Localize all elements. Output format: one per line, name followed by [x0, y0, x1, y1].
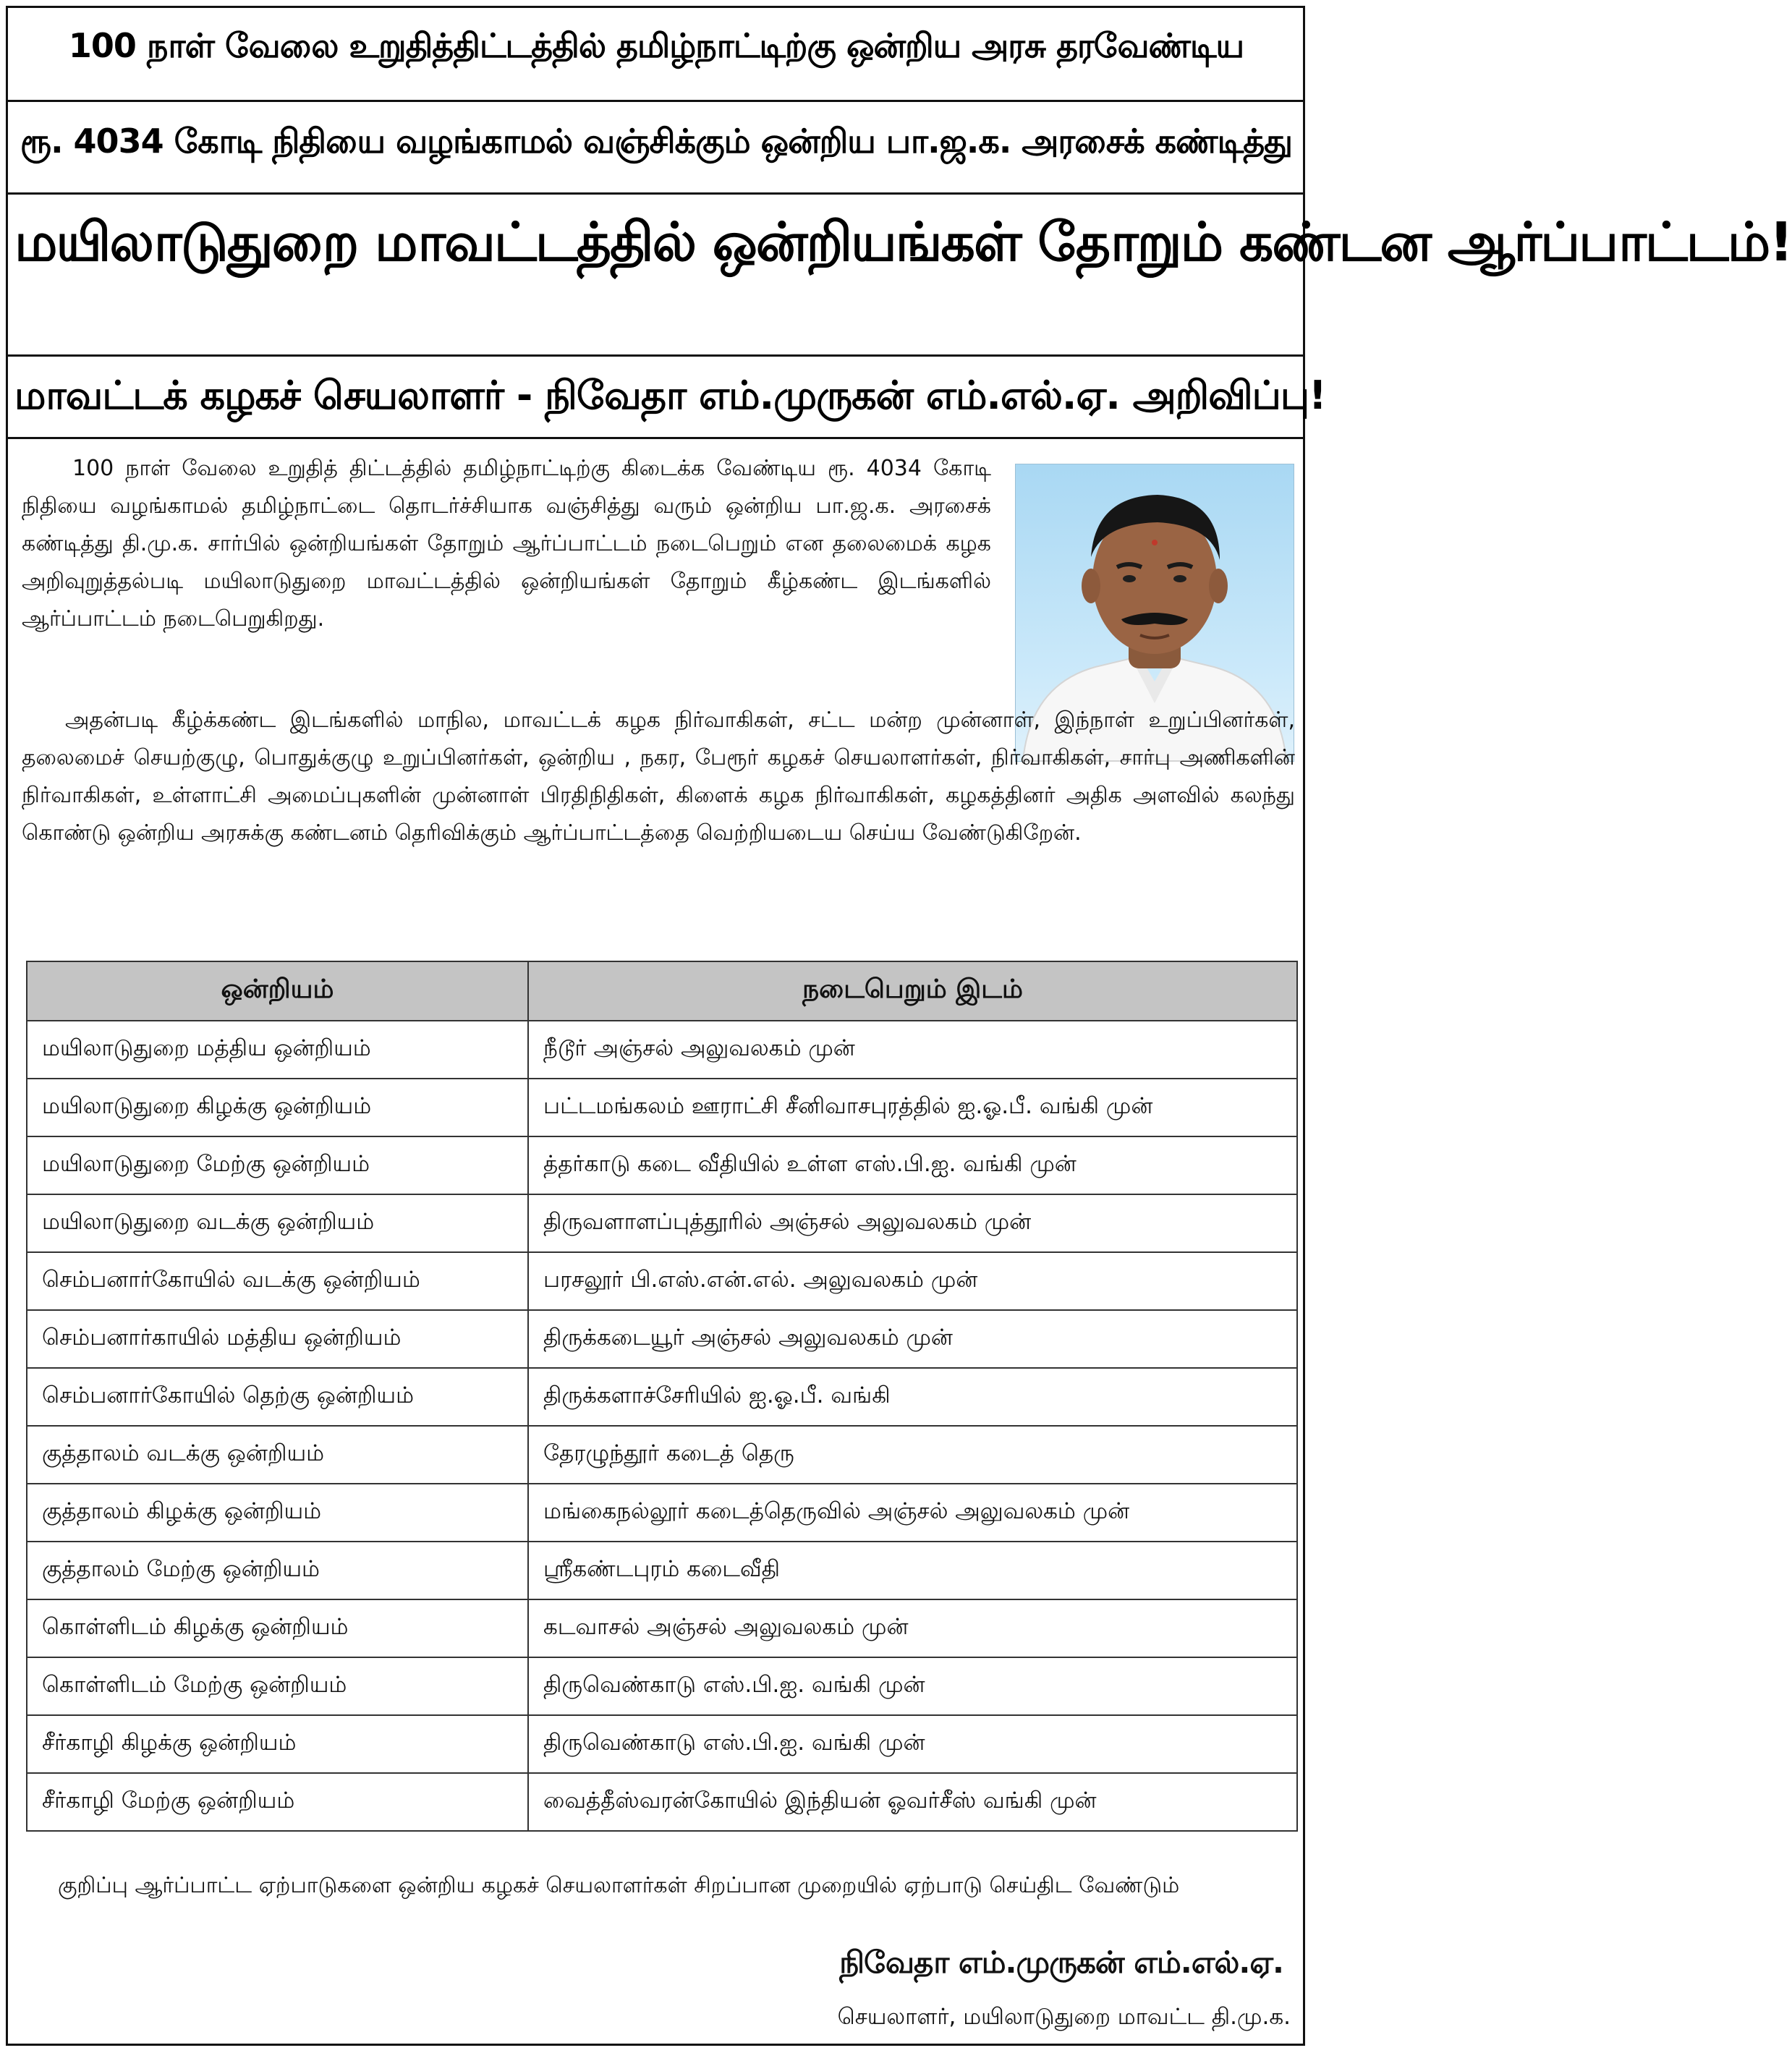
venue-cell: திருவளாளப்புத்தூரில் அஞ்சல் அலுவலகம் முன் — [528, 1194, 1297, 1252]
table-row — [27, 1136, 1297, 1194]
table-row — [27, 1657, 1297, 1715]
union-cell: செம்பனார்காயில் மத்திய ஒன்றியம் — [27, 1310, 528, 1368]
table-row — [27, 1715, 1297, 1773]
union-cell: கொள்ளிடம் மேற்கு ஒன்றியம் — [27, 1657, 528, 1715]
union-cell: குத்தாலம் மேற்கு ஒன்றியம் — [27, 1542, 528, 1599]
column-header-venue: நடைபெறும் இடம் — [528, 961, 1297, 1021]
headline-line-1: 100 நாள் வேலை உறுதித்திட்டத்தில் தமிழ்நாட்டிற்கு ஒன்றிய அரசு தரவேண்டிய — [68, 26, 1244, 65]
table-header-row — [27, 961, 1297, 1021]
venue-cell: திருவெண்காடு எஸ்.பி.ஐ. வங்கி முன் — [528, 1657, 1297, 1715]
union-cell: சீர்காழி மேற்கு ஒன்றியம் — [27, 1773, 528, 1831]
venue-cell: திருக்களாச்சேரியில் ஐ.ஓ.பீ. வங்கி — [528, 1368, 1297, 1426]
union-cell: குத்தாலம் கிழக்கு ஒன்றியம் — [27, 1484, 528, 1542]
intro-paragraph: 100 நாள் வேலை உறுதித் திட்டத்தில் தமிழ்நாட்டிற்கு கிடைக்க வேண்டிய ரூ. 4034 கோடி நிதியை வழங்காமல் தமிழ்நாட்டை தொடர்ச்சியாக வஞ்சித்து வரும் ஒன்றிய பா.ஜ.க. அரசைக் கண்டித்து தி.மு.க. சார்பில் ஒன்றியங்கள் தோறும் ஆர்ப்பாட்டம் நடைபெறும் என தலைமைக் கழக அறிவுறுத்தல்படி மயிலாடுதுறை மாவட்டத்தில் ஒன்றியங்கள் தோறும் கீழ்கண்ட இடங்களில் ஆர்ப்பாட்டம் நடைபெறுகிறது. — [22, 456, 991, 632]
table-row — [27, 1599, 1297, 1657]
union-cell: குத்தாலம் வடக்கு ஒன்றியம் — [27, 1426, 528, 1484]
divider — [6, 437, 1305, 439]
venue-cell: த்தர்காடு கடை வீதியில் உள்ள எஸ்.பி.ஐ. வங்கி முன் — [528, 1136, 1297, 1194]
table-row — [27, 1773, 1297, 1831]
divider — [6, 192, 1305, 195]
venue-cell: பரசலூர் பி.எஸ்.என்.எல். அலுவலகம் முன் — [528, 1252, 1297, 1310]
table-row — [27, 1079, 1297, 1136]
venue-cell: ஸ்ரீகண்டபுரம் கடைவீதி — [528, 1542, 1297, 1599]
union-cell: மயிலாடுதுறை வடக்கு ஒன்றியம் — [27, 1194, 528, 1252]
details-paragraph: அதன்படி கீழ்க்கண்ட இடங்களில் மாநில, மாவட்டக் கழக நிர்வாகிகள், சட்ட மன்ற முன்னாள், இந்நாள் உறுப்பினர்கள், தலைமைச் செயற்குழு, பொதுக்குழு உறுப்பினர்கள், ஒன்றிய , நகர, பேரூர் கழகச் செயலாளர்கள், நிர்வாகிகள், சார்பு அணிகளின் நிர்வாகிகள், உள்ளாட்சி அமைப்புகளின் முன்னாள் பிரதிநிதிகள், கிளைக் கழக நிர்வாகிகள், கழகத்தினர் அதிக அளவில் கலந்து கொண்டு ஒன்றிய அரசுக்கு கண்டனம் தெரிவிக்கும் ஆர்ப்பாட்டத்தை வெற்றியடைய செய்ய வேண்டுகிறேன். — [22, 707, 1295, 846]
table-row — [27, 1310, 1297, 1368]
headline-line-2: ரூ. 4034 கோடி நிதியை வழங்காமல் வஞ்சிக்கும் ஒன்றிய பா.ஜ.க. அரசைக் கண்டித்து — [20, 122, 1293, 161]
main-headline: மயிலாடுதுறை மாவட்டத்தில் ஒன்றியங்கள் தோறும் கண்டன ஆர்ப்பாட்டம்! — [14, 211, 1792, 273]
union-cell: சீர்காழி கிழக்கு ஒன்றியம் — [27, 1715, 528, 1773]
table-row — [27, 1252, 1297, 1310]
union-cell: மயிலாடுதுறை மேற்கு ஒன்றியம் — [27, 1136, 528, 1194]
column-header-union: ஒன்றியம் — [27, 961, 528, 1021]
venue-cell: வைத்தீஸ்வரன்கோயில் இந்தியன் ஓவர்சீஸ் வங்கி முன் — [528, 1773, 1297, 1831]
table-row — [27, 1484, 1297, 1542]
union-cell: கொள்ளிடம் கிழக்கு ஒன்றியம் — [27, 1599, 528, 1657]
table-row — [27, 1542, 1297, 1599]
signature-title: செயலாளர், மயிலாடுதுறை மாவட்ட தி.மு.க. — [837, 2004, 1291, 2030]
union-cell: செம்பனார்கோயில் தெற்கு ஒன்றியம் — [27, 1368, 528, 1426]
protest-locations-table — [26, 961, 1298, 1832]
signature-name: நிவேதா எம்.முருகன் எம்.எல்.ஏ. — [839, 1944, 1283, 1980]
union-cell: செம்பனார்கோயில் வடக்கு ஒன்றியம் — [27, 1252, 528, 1310]
venue-cell: மங்கைநல்லூர் கடைத்தெருவில் அஞ்சல் அலுவலகம் முன் — [528, 1484, 1297, 1542]
venue-cell: திருவெண்காடு எஸ்.பி.ஐ. வங்கி முன் — [528, 1715, 1297, 1773]
venue-cell: தேரழுந்தூர் கடைத் தெரு — [528, 1426, 1297, 1484]
note-paragraph: குறிப்பு ஆர்ப்பாட்ட ஏற்பாடுகளை ஒன்றிய கழகச் செயலாளர்கள் சிறப்பான முறையில் ஏற்பாடு செய்திட வேண்டும் — [58, 1873, 1180, 1898]
union-cell: மயிலாடுதுறை கிழக்கு ஒன்றியம் — [27, 1079, 528, 1136]
table-row — [27, 1021, 1297, 1079]
table-row — [27, 1194, 1297, 1252]
divider — [6, 100, 1305, 102]
venue-cell: நீடூர் அஞ்சல் அலுவலகம் முன் — [528, 1021, 1297, 1079]
table-row — [27, 1426, 1297, 1484]
announcement-line: மாவட்டக் கழகச் செயலாளர் - நிவேதா எம்.முருகன் எம்.எல்.ஏ. அறிவிப்பு! — [14, 373, 1326, 418]
venue-cell: திருக்கடையூர் அஞ்சல் அலுவலகம் முன் — [528, 1310, 1297, 1368]
divider — [6, 354, 1305, 357]
union-cell: மயிலாடுதுறை மத்திய ஒன்றியம் — [27, 1021, 528, 1079]
venue-cell: பட்டமங்கலம் ஊராட்சி சீனிவாசபுரத்தில் ஐ.ஓ.பீ. வங்கி முன் — [528, 1079, 1297, 1136]
table-row — [27, 1368, 1297, 1426]
venue-cell: கடவாசல் அஞ்சல் அலுவலகம் முன் — [528, 1599, 1297, 1657]
